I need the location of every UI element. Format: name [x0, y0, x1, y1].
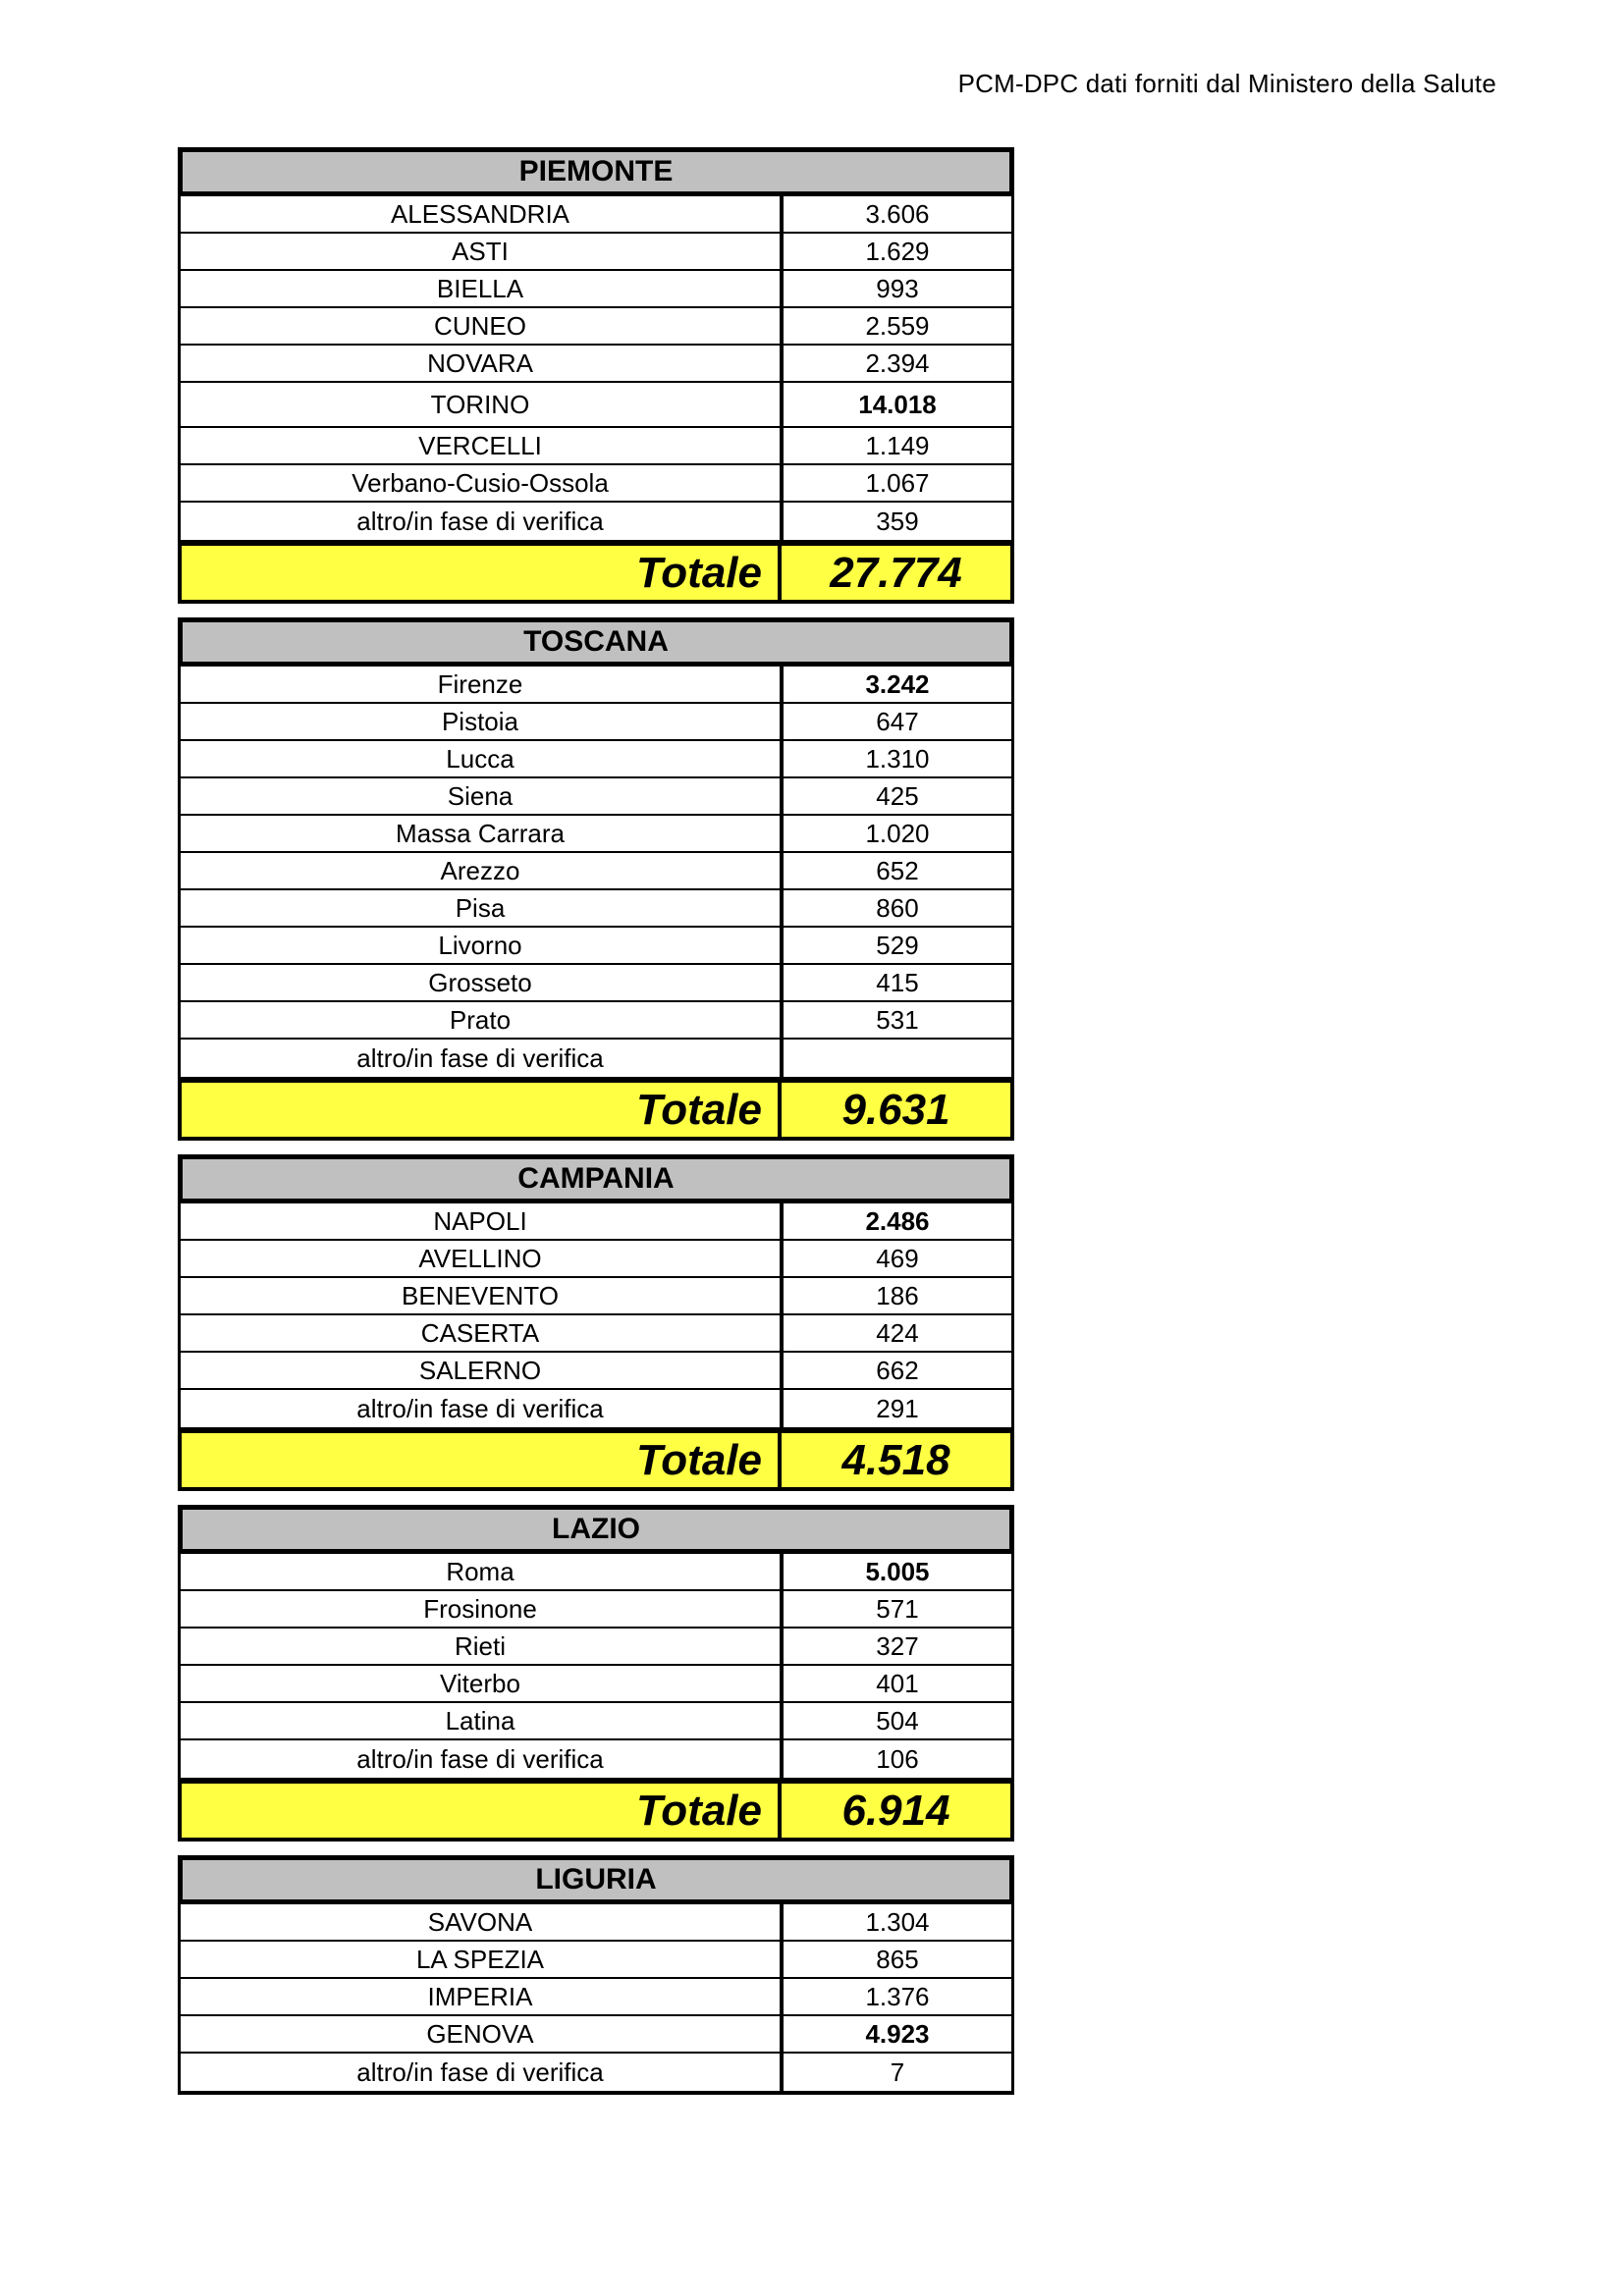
table-row [181, 383, 1011, 428]
province-name: Lucca [181, 741, 784, 776]
region-table-piemonte [178, 147, 1014, 604]
table-row [181, 1353, 1011, 1390]
province-value: 1.020 [865, 818, 930, 848]
table-row [181, 271, 1011, 308]
table-row [181, 1315, 1011, 1353]
table-row [181, 1554, 1011, 1591]
province-name: NAPOLI [181, 1203, 784, 1239]
province-value: 1.304 [865, 1906, 930, 1937]
province-name: altro/in fase di verifica [181, 2054, 784, 2091]
province-value: 571 [876, 1593, 919, 1624]
table-row [181, 1629, 1011, 1666]
province-value: 865 [876, 1944, 919, 1974]
province-name: NOVARA [181, 346, 784, 381]
province-value: 647 [876, 706, 919, 736]
table-row [181, 1203, 1011, 1241]
total-row [178, 1430, 1014, 1491]
province-rows [178, 667, 1014, 1080]
table-row [181, 1002, 1011, 1040]
province-value: 14.018 [858, 389, 937, 419]
province-value: 3.606 [865, 198, 930, 229]
province-value: 1.376 [865, 1981, 930, 2011]
province-value: 186 [876, 1280, 919, 1310]
table-row [181, 890, 1011, 928]
region-header: CAMPANIA [178, 1154, 1014, 1203]
table-row [181, 704, 1011, 741]
province-name: Verbano-Cusio-Ossola [181, 465, 784, 501]
table-row [181, 2016, 1011, 2054]
province-name: Prato [181, 1002, 784, 1038]
province-value: 2.486 [865, 1205, 930, 1236]
province-name: Pistoia [181, 704, 784, 739]
total-value: 4.518 [841, 1435, 950, 1484]
table-row [181, 1278, 1011, 1315]
province-value: 860 [876, 892, 919, 923]
province-value: 652 [876, 855, 919, 885]
total-row [178, 543, 1014, 604]
province-name: Frosinone [181, 1591, 784, 1627]
table-row [181, 778, 1011, 816]
table-row [181, 196, 1011, 234]
table-row [181, 1591, 1011, 1629]
province-name: Grosseto [181, 965, 784, 1000]
table-row [181, 1241, 1011, 1278]
province-rows [178, 1904, 1014, 2095]
province-name: BENEVENTO [181, 1278, 784, 1313]
province-name: VERCELLI [181, 428, 784, 463]
region-header: TOSCANA [178, 617, 1014, 667]
total-label: Totale [182, 1784, 782, 1838]
province-value: 291 [876, 1393, 919, 1423]
table-row [181, 1390, 1011, 1427]
region-tables [178, 147, 1014, 2109]
province-name: SAVONA [181, 1904, 784, 1940]
region-table-liguria [178, 1855, 1014, 2095]
province-name: altro/in fase di verifica [181, 503, 784, 540]
region-table-toscana [178, 617, 1014, 1141]
province-name: Pisa [181, 890, 784, 926]
total-label: Totale [182, 1083, 782, 1137]
province-name: Latina [181, 1703, 784, 1738]
province-value: 1.310 [865, 743, 930, 774]
province-name: Siena [181, 778, 784, 814]
province-name: Roma [181, 1554, 784, 1589]
table-row [181, 1942, 1011, 1979]
province-name: IMPERIA [181, 1979, 784, 2014]
province-rows [178, 1554, 1014, 1781]
province-value: 327 [876, 1630, 919, 1661]
province-name: altro/in fase di verifica [181, 1390, 784, 1427]
province-rows [178, 1203, 1014, 1430]
province-value: 662 [876, 1355, 919, 1385]
province-name: altro/in fase di verifica [181, 1740, 784, 1778]
region-table-campania [178, 1154, 1014, 1491]
table-row [181, 741, 1011, 778]
total-row [178, 1080, 1014, 1141]
table-row [181, 928, 1011, 965]
table-row [181, 853, 1011, 890]
province-value: 1.629 [865, 236, 930, 266]
province-value: 425 [876, 780, 919, 811]
province-name: BIELLA [181, 271, 784, 306]
table-row [181, 1666, 1011, 1703]
region-header: LAZIO [178, 1505, 1014, 1554]
province-name: CUNEO [181, 308, 784, 344]
table-row [181, 503, 1011, 540]
source-caption: PCM-DPC dati forniti dal Ministero della Salute [957, 69, 1496, 98]
province-name: TORINO [181, 383, 784, 426]
total-value: 6.914 [841, 1786, 950, 1835]
total-label: Totale [182, 546, 782, 600]
province-name: SALERNO [181, 1353, 784, 1388]
region-header: LIGURIA [178, 1855, 1014, 1904]
table-row [181, 1040, 1011, 1077]
table-row [181, 234, 1011, 271]
province-name: Firenze [181, 667, 784, 702]
total-row [178, 1781, 1014, 1842]
province-value: 424 [876, 1317, 919, 1348]
table-row [181, 308, 1011, 346]
province-name: Viterbo [181, 1666, 784, 1701]
total-value: 9.631 [841, 1085, 950, 1134]
province-rows [178, 196, 1014, 543]
province-value: 531 [876, 1004, 919, 1035]
province-value: 1.149 [865, 430, 930, 460]
province-value: 106 [876, 1743, 919, 1774]
province-name: Livorno [181, 928, 784, 963]
table-row [181, 465, 1011, 503]
province-value: 7 [890, 2056, 905, 2087]
province-value: 3.242 [865, 668, 930, 699]
province-value: 415 [876, 967, 919, 997]
province-name: LA SPEZIA [181, 1942, 784, 1977]
total-label: Totale [182, 1433, 782, 1487]
province-name: Massa Carrara [181, 816, 784, 851]
table-row [181, 1904, 1011, 1942]
province-value: 1.067 [865, 467, 930, 498]
province-name: ALESSANDRIA [181, 196, 784, 232]
province-name: Rieti [181, 1629, 784, 1664]
table-row [181, 1703, 1011, 1740]
province-value: 359 [876, 506, 919, 536]
table-row [181, 816, 1011, 853]
province-value: 2.559 [865, 310, 930, 341]
province-value: 2.394 [865, 347, 930, 378]
province-name: Arezzo [181, 853, 784, 888]
province-value: 401 [876, 1668, 919, 1698]
province-name: ASTI [181, 234, 784, 269]
province-value: 5.005 [865, 1556, 930, 1586]
province-name: altro/in fase di verifica [181, 1040, 784, 1077]
province-name: GENOVA [181, 2016, 784, 2052]
table-row [181, 2054, 1011, 2091]
table-row [181, 965, 1011, 1002]
province-name: AVELLINO [181, 1241, 784, 1276]
province-value: 993 [876, 273, 919, 303]
table-row [181, 428, 1011, 465]
province-value [784, 1040, 1011, 1077]
province-name: CASERTA [181, 1315, 784, 1351]
province-value: 469 [876, 1243, 919, 1273]
region-header: PIEMONTE [178, 147, 1014, 196]
table-row [181, 1979, 1011, 2016]
region-table-lazio [178, 1505, 1014, 1842]
province-value: 504 [876, 1705, 919, 1735]
province-value: 529 [876, 930, 919, 960]
total-value: 27.774 [830, 548, 962, 597]
table-row [181, 667, 1011, 704]
province-value: 4.923 [865, 2018, 930, 2049]
table-row [181, 1740, 1011, 1778]
table-row [181, 346, 1011, 383]
